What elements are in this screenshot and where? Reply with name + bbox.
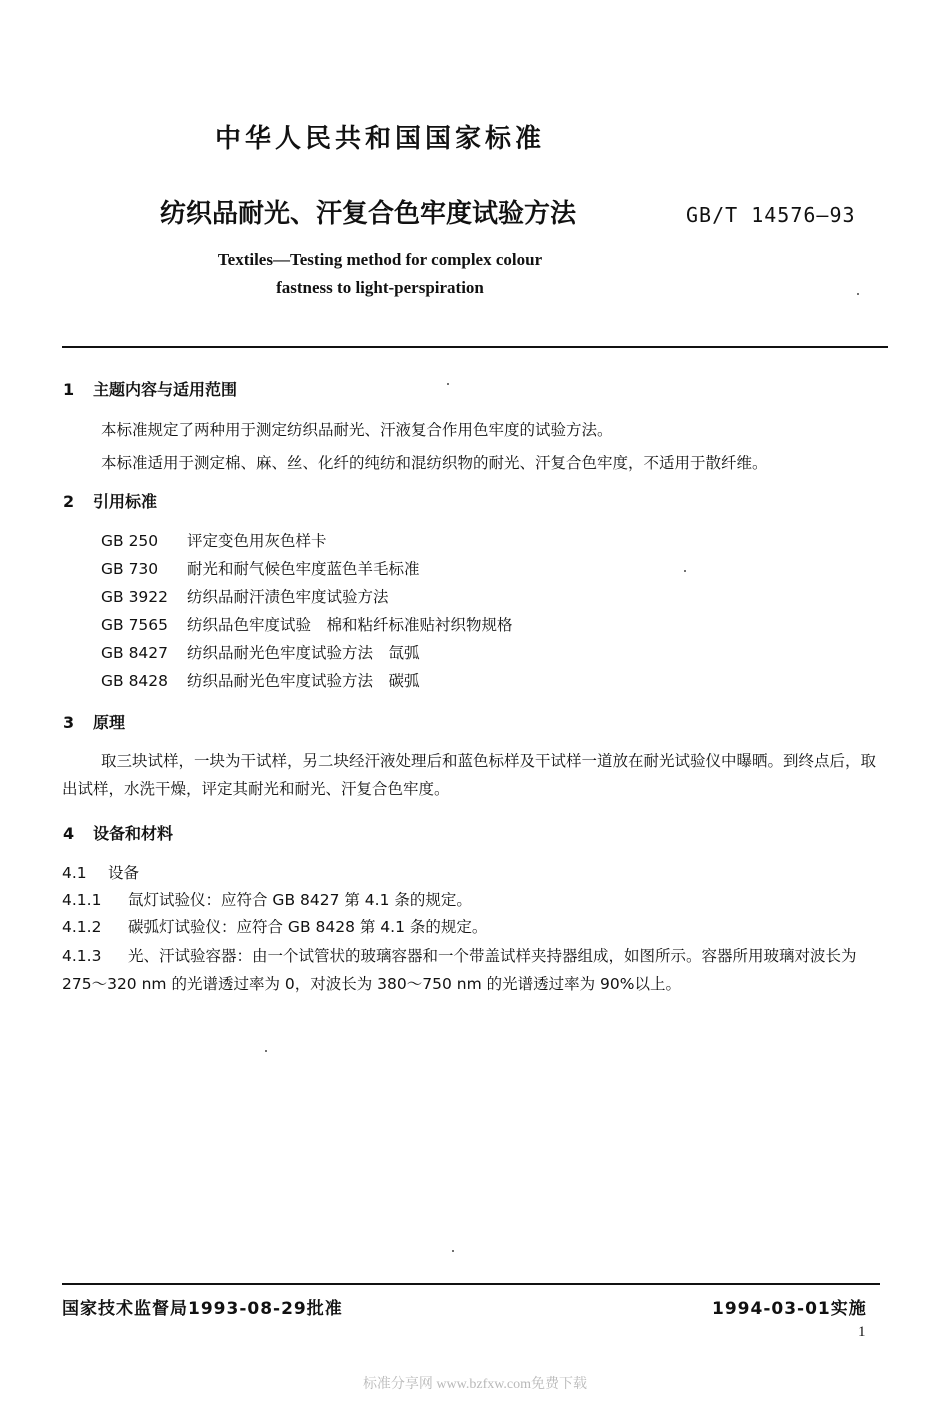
section-1-paragraph-1: 本标准规定了两种用于测定纺织品耐光、汗液复合作用色牢度的试验方法。 (101, 421, 613, 439)
reference-item (101, 557, 420, 579)
section-number: 4 (63, 824, 75, 843)
reference-title: 耐光和耐气候色牢度蓝色羊毛标准 (187, 560, 420, 578)
section-title: 引用标准 (93, 492, 158, 511)
reference-code: GB 730 (101, 560, 159, 578)
section-1-heading (63, 377, 237, 400)
document-title-en-line2: fastness to light-perspiration (276, 278, 484, 297)
scan-speck (684, 570, 686, 572)
reference-code: GB 250 (101, 532, 159, 550)
reference-code: GB 8427 (101, 644, 169, 662)
subsection-number: 4.1.2 (62, 918, 102, 936)
reference-item (101, 529, 327, 551)
section-2-heading (63, 489, 157, 512)
section-title: 设备和材料 (93, 824, 174, 843)
section-4-heading (63, 821, 173, 844)
scan-speck (857, 293, 859, 295)
reference-title: 纺织品耐光色牢度试验方法 碳弧 (187, 672, 420, 690)
standard-code: GB/T 14576—93 (686, 203, 856, 227)
reference-title: 评定变色用灰色样卡 (187, 532, 327, 550)
subsection-item (62, 942, 888, 998)
subsection-number: 4.1.1 (62, 891, 102, 909)
subsection-item (62, 888, 472, 910)
reference-code: GB 3922 (101, 588, 169, 606)
section-number: 3 (63, 713, 75, 732)
subsection-number: 4.1 (62, 864, 87, 882)
document-title-cn: 纺织品耐光、汗复合色牢度试验方法 (160, 199, 577, 229)
watermark-text: 标准分享网 www.bzfxw.com免费下载 (362, 1377, 588, 1392)
section-title: 原理 (93, 713, 126, 732)
approval-date: 国家技术监督局1993-08-29批准 (62, 1299, 343, 1319)
reference-title: 纺织品色牢度试验 棉和粘纤标准贴衬织物规格 (187, 616, 513, 634)
footer-divider (62, 1283, 880, 1285)
document-title-en-line1: Textiles—Testing method for complex colour (217, 250, 543, 269)
section-number: 1 (63, 380, 75, 399)
scan-speck (265, 1050, 267, 1052)
reference-code: GB 8428 (101, 672, 169, 690)
section-number: 2 (63, 492, 75, 511)
reference-item (101, 585, 389, 607)
reference-item (101, 613, 513, 635)
scan-speck (452, 1250, 454, 1252)
header-divider (62, 346, 888, 348)
section-title: 主题内容与适用范围 (93, 380, 238, 399)
implementation-date: 1994-03-01实施 (712, 1299, 867, 1319)
subsection-text: 碳弧灯试验仪：应符合 GB 8428 第 4.1 条的规定。 (128, 918, 488, 936)
section-1-paragraph-2: 本标准适用于测定棉、麻、丝、化纤的纯纺和混纺织物的耐光、汗复合色牢度，不适用于散纤维。 (101, 454, 768, 472)
scan-speck (447, 383, 449, 385)
reference-title: 纺织品耐光色牢度试验方法 氙弧 (187, 644, 420, 662)
reference-item (101, 669, 420, 691)
reference-title: 纺织品耐汗渍色牢度试验方法 (187, 588, 389, 606)
subsection-text: 设备 (108, 864, 140, 882)
subsection-item (62, 861, 139, 883)
page-number: 1 (858, 1324, 866, 1340)
subsection-number: 4.1.3 (62, 947, 102, 965)
section-3-paragraph: 取三块试样，一块为干试样，另二块经汗液处理后和蓝色标样及干试样一道放在耐光试验仪中曝晒。到终点后，取出试样，水洗干燥，评定其耐光和耐光、汗复合色牢度。 (62, 752, 877, 798)
subsection-text: 氙灯试验仪：应符合 GB 8427 第 4.1 条的规定。 (128, 891, 472, 909)
reference-item (101, 641, 420, 663)
subsection-item (62, 915, 487, 937)
national-standard-heading: 中华人民共和国国家标准 (214, 124, 545, 154)
subsection-text: 光、汗试验容器：由一个试管状的玻璃容器和一个带盖试样夹持器组成，如图所示。容器所用玻璃对波长为 275～320 nm 的光谱透过率为 0，对波长为 380～750 nm 的光谱透过率为 90%以上。 (62, 947, 857, 993)
reference-code: GB 7565 (101, 616, 169, 634)
section-3-heading (63, 710, 125, 733)
